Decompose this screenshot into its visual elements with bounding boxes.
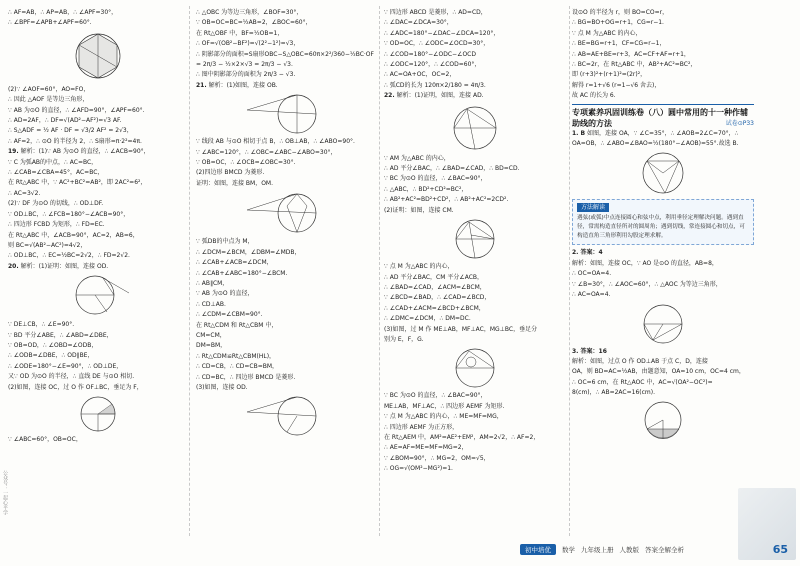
column-1 [8,8,188,445]
text-line: ∴ ∠CAB+∠ABC=180°−∠BCM. [196,269,288,277]
text-line: ∴ AB∥CM， [196,279,229,287]
text-line: ∵ 点 M 为△ABC 的内心， [572,29,642,37]
text-line: = 2π/3 − ½×2×√3 = 2π/3 − √3. [196,61,293,69]
text-line: 证明：如图，连接 BM，OM. [196,179,274,187]
text-line: ∴ OD⊥BC，∴ EC=½BC=2√2，∴ FD=2√2. [8,252,130,260]
question-22: 22. 解析：(1)证明，如图，连接 AD. [384,92,484,100]
text-line: ∴ OG=√(OM²−MG²)=1. [384,465,453,473]
text-line: ∴ AF=AB，∴ AP=AB，∴ ∠APF=30°， [8,9,118,16]
circle-figure-hexagon [66,30,130,84]
column-4 [572,8,754,445]
text-line: ∴ AC=OA=4. [572,291,611,299]
text-line: 在 Rt△ABC 中，∠ACB=90°，AC=2，AB=6， [8,231,139,239]
circle-figure-inscribed-angle [635,150,691,196]
text-line: 在 Rt△ABC 中，∵ AC²+BC²=AB²，即 2AC²=6²， [8,179,147,187]
column-2 [196,8,376,439]
text-line: ∴ ∠DAC=∠DCA=30°， [384,19,453,27]
text-line: ∴ 四边形 FCBD 为矩形，∴ FD=EC. [8,221,105,229]
text-line: 又∵ OD 为⊙O 的半径，∴ 直线 DE 与⊙O 相切. [8,373,135,381]
text-line: ∴ BE=BG=r+1，CF=CG=r−1， [572,40,666,48]
text-line: ∵ 点 M 为△ABC 的内心， [384,263,454,271]
text-line: ∴ AB=AE+BE=r+3，AC=CF+AF=r+1， [572,50,690,58]
text-line: (2)如图，连接 OC，过 O 作 OF⊥BC，垂足为 F， [8,383,143,391]
page-reference: 试卷⊙P33 [725,119,754,127]
text-line: ∴ 弧CD的长为 120π×2/180 = 4π/3. [384,81,486,89]
text-line: 解析：如图，连接 OC，∵ AO 是⊙O 的直径，AB=8， [572,259,718,267]
text-line: ∵ 点 M 为△ABC 的内心，∴ ME=MF=MG， [384,413,503,421]
footer-grade: 九年级上册 [581,545,614,554]
column-3 [384,8,566,475]
answer-1: 1. B 如图，连接 OA，∵ ∠C=35°，∴ ∠AOB=2∠C=70°，∴ [572,129,739,137]
text-line: ∴ AD 平分∠BAC，∴ ∠BAD=∠CAD，∴ BD=CD. [384,165,520,173]
text-line: ∵ OD=OC，∴ ∠ODC=∠OCD=30°， [384,40,490,48]
text-line: ∵ 四边形 ABCD 是菱形，∴ AD=CD， [384,9,487,16]
text-line: ∵ OD⊥BC，∴ ∠FCB=180°−∠ACB=90°， [8,210,130,218]
text-line: ∵ C 为弧AB的中点，∴ AC=BC， [8,158,98,166]
text-line: ∴ 阴影部分的面积=S扇形OBC−S△OBC=60π×2²/360−½BC·OF [196,50,374,58]
text-line: ME⊥AB，MF⊥AC，∴ 四边形 AEMF 为矩形. [384,402,505,410]
text-line: ∴ △OBC 为等边三角形，∠BOF=30°， [196,9,303,16]
text-line: OA，则 BD=AC=½AB，由题意知，OA=10 cm，OC=4 cm， [572,368,745,376]
text-line: 解得 r=1+√6 (r=1−√6 舍去)， [572,81,661,89]
margin-watermark: 公众号：一起心平学 [2,470,8,515]
text-line: ∴ S△ADF = ½ AF · DF = √3/2 AF² = 2√3， [8,127,133,135]
circle-figure-incircle [443,346,507,390]
text-line: ∴ 图中阴影部分的面积为 2π/3 − √3. [196,71,296,79]
series-badge: 初中培优 [520,544,556,555]
text-line: ∵ AB 为⊙O 的直径，∴ ∠AFD=90°，∠APF=60°. [8,106,145,114]
text-line: ∴ ∠CAB=∠CBA=45°，AC=BC， [8,169,104,177]
text-line: ∵ DE⊥CB，∴ ∠E=90°. [8,321,75,329]
circle-figure-shaded [67,394,129,434]
column-divider [569,6,570,536]
text-line: ∵ AB 为⊙O 的直径， [196,290,254,298]
text-line: OA=OB，∴ ∠ABO=∠BAO=½(180°−∠AOB)=55°.故选 B. [572,140,739,148]
text-line: ∵ ∠ABC=60°，OB=OC， [8,435,82,443]
text-line: ∴ ∠BPF=∠APB+∠APF=60°. [8,19,92,27]
text-line: ∵ OB=OC，∴ ∠OCB=∠OBC=30°. [196,159,296,167]
page-footer [520,541,788,557]
text-line: ∵ BC 为⊙O 的直径，∴ ∠BAC=90°， [384,175,487,183]
text-line: ∴ ∠CAD+∠ACM=∠BCD+∠BCM， [384,304,485,312]
text-line: ∴ ∠COD=180°−∠ODC−∠OCD [384,50,476,58]
method-tip-box [572,199,754,245]
text-line: ∴ AF=2，∴ ⊙O 的半径为 2，∴ S扇形=π·2²=4π. [8,137,142,145]
circle-figure-incenter-2 [443,217,507,261]
circle-figure-arc [241,394,331,438]
column-divider [189,6,190,536]
text-line: ∵ AM 为△ABC 的内心， [384,154,450,162]
circle-figure-equilateral [635,302,691,346]
text-line: ∵ BD 平分∠ABE，∴ ∠ABD=∠DBE， [8,331,113,339]
method-tip-title: 方法解读 [577,203,609,212]
text-line: ∴ ∠ODB=∠DBE，∴ OD∥BE， [8,352,94,360]
text-line: 在 Rt△CDM 和 Rt△CBM 中， [196,321,278,329]
question-21: 21. 解析：(1)如图，连接 OB. [196,81,278,89]
text-line: ∴ 四边形 AEMF 为正方形， [384,423,459,431]
text-line: ∴ AD=2AF，∴ DF=√(AD²−AF²)=√3 AF. [8,117,122,125]
circle-figure-rhombus [241,190,331,236]
text-line: ∵ ∠BCD=∠BAD，∴ ∠CAD=∠BCD， [384,294,491,302]
text-line: ∴ ∠CAB+∠ACB=∠DCM， [196,259,273,267]
text-line: ∴ CD⊥AB. [196,300,226,308]
text-line: ∴ BG=BO+OG=r+1，CG=r−1. [572,19,664,27]
text-line: ∴ AE=AF=ME=MF=MG=2， [384,444,468,452]
text-line: ∴ ∠BAD=∠CAD，∠ACM=∠BCM， [384,283,486,291]
text-line: (2)∵ DF 为⊙O 的切线，∴ OD⊥DF. [8,200,104,208]
text-line: 故 AC 的长为 6. [572,92,616,100]
column-divider [379,6,380,536]
text-line: ∴ △ABC，∴ BD²+CD²=BC²， [384,185,468,193]
text-line: 设⊙O 的半径为 r，则 BO=CO=r， [572,9,669,16]
text-line: ∵ OB=OD，∴ ∠OBD=∠ODB， [8,341,98,349]
answer-3: 3. 答案：16 [572,347,607,355]
text-line: ∴ ∠DCM=∠BCM，∠DBM=∠MDB， [196,248,301,256]
footer-book: 答案全解全析 [645,545,684,554]
text-line: ∴ ∠ADC=180°−∠DAC−∠DCA=120°， [384,29,500,37]
text-line: ∴ OC=OA=4. [572,270,612,278]
circle-figure-incenter [443,103,507,153]
text-line: 即 (r+3)²+(r+1)²=(2r)²， [572,71,647,79]
circle-figure-tangent-ab [241,92,331,136]
text-line: ∵ 弧DB的中点为 M， [196,238,254,246]
circle-figure-chord-segment [635,400,691,444]
question-20: 20. 解析：(1)证明：如图，连接 OD. [8,262,109,270]
text-line: 解析：如图，过点 O 作 OD⊥AB 于点 C，D，连接 [572,357,708,365]
text-line: 则 BC=√(AB²−AC²)=4√2， [8,241,87,249]
text-line: 在 Rt△AEM 中，AM²=AE²+EM²，AM=2√2，∴ AF=2， [384,433,540,441]
text-line: 8(cm)，∴ AB=2AC=16(cm). [572,389,656,397]
text-line: ∴ Rt△CDM≌Rt△CBM(HL)， [196,352,276,360]
text-line: (3)如图，连接 OD. [196,383,248,391]
text-line: ∴ AC=3√2. [8,189,41,197]
footer-edition: 人教版 [619,545,639,554]
method-tip-text: 遇弦(或弧)中点连接圆心和弦中点，利用垂径定理解决问题。遇到直径，常需构造直径所对的圆周角；遇到切线，常连接圆心和切点，可构造直角三角形利用勾股定理求解。 [577,215,745,240]
circle-figure-tangent [63,273,133,319]
text-line: ∴ CD=BC，∴ 四边形 BMCD 是菱形. [196,373,296,381]
text-line: ∵ BC 为⊙O 的直径，∴ ∠BAC=90°， [384,392,487,400]
text-line: ∴ AB²+AC²=BD²+CD²，∴ AB²+AC²=2CD². [384,196,509,204]
text-line: ∴ AC=OA+OC，OC=2， [384,71,456,79]
text-line: ∴ ∠ODC=120°，∴ ∠COD=60°， [384,61,481,69]
text-line: (3)如图，过 M 作 ME⊥AB，MF⊥AC，MG⊥BC，垂足分 [384,325,538,333]
text-line: ∵ 线段 AB 与⊙O 相切于点 B，∴ OB⊥AB，∴ ∠ABO=90°. [196,138,355,146]
page-number: 65 [772,542,788,556]
text-line: ∵ ∠ABC=120°，∴ ∠OBC=∠ABC−∠ABO=30°， [196,148,337,156]
text-line: DM=BM， [196,342,227,350]
text-line: 别为 E，F，G. [384,335,424,343]
text-line: (2)∵ ∠AOF=60°，AO=FO， [8,85,90,93]
text-line: ∴ OC=6 cm，在 Rt△AOC 中，AC=√(OA²−OC²)= [572,378,713,386]
text-line: CM=CM， [196,331,226,339]
text-line: ∴ OF=√(OB²−BF²)=√(2²−1²)=√3， [196,40,300,48]
text-line: ∵ ∠BOM=90°，∴ MG=2，OM=√5， [384,454,490,462]
question-19: 19. 解析：(1)∵ AB 为⊙O 的直径，∴ ∠ACB=90°， [8,148,150,156]
text-line: (2)证明：如图，连接 CM. [384,206,454,214]
footer-subject: 数学 [562,545,575,554]
text-line: ∴ ∠CDM=∠CBM=90°. [196,311,263,319]
text-line: ∴ BC=2r，在 Rt△ABC 中，AB²+AC²=BC²， [572,61,697,69]
text-line: ∴ ∠ODE=180°−∠E=90°，∴ OD⊥DE， [8,362,123,370]
text-line: ∴ CD=CB，∴ CD=CB=BM， [196,363,279,371]
text-line: ∴ 因此 △AOF 是等边三角形， [8,96,89,104]
text-line: ∴ AD 平分∠BAC，CM 平分∠ACB， [384,273,483,281]
text-line: ∵ ∠B=30°，∴ ∠AOC=60°，∴ △AOC 为等边三角形， [572,280,722,288]
text-line: 在 Rt△OBF 中，BF=½OB=1， [196,29,284,37]
text-line: (2)四边形 BMCD 为菱形. [196,169,265,177]
section-title: 专项素养巩固训练卷（八）圆中常用的十一种作辅助线的方法 试卷⊙P33 [572,104,754,129]
answer-2: 2. 答案：4 [572,249,603,257]
text-line: ∵ OB=OC=BC=½AB=2，∠BOC=60°， [196,19,312,27]
text-line: ∴ ∠DMC=∠DCM，∴ DM=DC. [384,315,471,323]
